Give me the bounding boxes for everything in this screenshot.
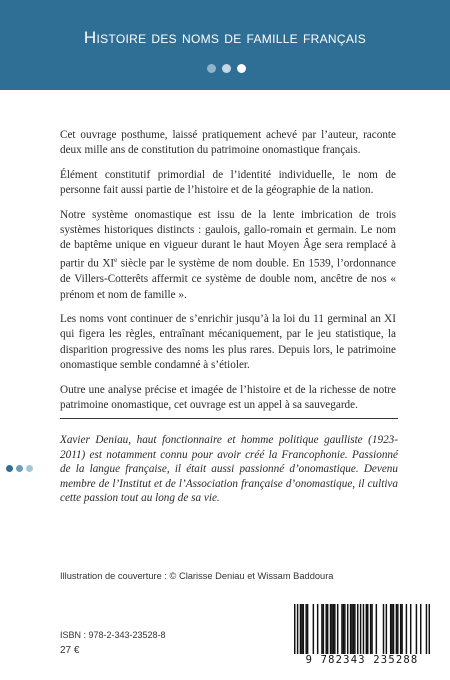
barcode-bar (294, 604, 295, 654)
barcode-bar (297, 604, 298, 654)
summary-paragraph-5: Outre une analyse précise et imagée de l’histoire et de la richesse de notre patrimoine onomastique, cet ouvrage est un appel à sa sauvegarde. (60, 383, 396, 411)
barcode-bar (303, 604, 304, 654)
barcode-bar (371, 604, 372, 654)
barcode-bar (305, 604, 306, 654)
author-bio: Xavier Deniau, haut fonctionnaire et homme politique gaulliste (1923-2011) est notamment connu pour avoir créé la Francophonie. Passionné de la langue française, il était aussi passionné d’onomastique. Devenu membre de l’Institut et de l’Association française d’onomastique, il cultiva cette passion tout au long de sa vie. (60, 434, 398, 505)
barcode-bar (317, 604, 318, 654)
barcode-bar (354, 604, 355, 654)
barcode (288, 602, 436, 668)
barcode-bar (334, 604, 335, 654)
barcode-bar (313, 604, 314, 654)
barcode-bar (406, 604, 407, 654)
barcode-bar (386, 604, 387, 654)
header-banner (0, 0, 450, 90)
barcode-bar (337, 604, 338, 654)
bio-dot-2 (16, 465, 23, 472)
bio-dot-1 (6, 465, 13, 472)
barcode-bar (331, 604, 332, 654)
barcode-bar (300, 604, 301, 654)
barcode-bar (366, 604, 367, 654)
barcode-bar (376, 604, 377, 654)
barcode-bar (397, 604, 398, 654)
header-dot-3 (237, 64, 246, 73)
barcode-bar (325, 604, 326, 654)
barcode-bar (390, 604, 391, 654)
barcode-bar (333, 604, 334, 654)
barcode-bar (343, 604, 344, 654)
barcode-bar (400, 604, 401, 654)
barcode-bar (391, 604, 392, 654)
barcode-bar (321, 604, 322, 654)
barcode-bar (396, 604, 397, 654)
barcode-bar (360, 604, 361, 654)
barcode-bar (357, 604, 358, 654)
barcode-bar (410, 604, 411, 654)
header-dot-1 (207, 64, 216, 73)
barcode-bar (420, 604, 421, 654)
summary-paragraph-2: Élément constitutif primordial de l’identité individuelle, le nom de personne fait aussi partie de l’histoire et de la géographie de la nation. (60, 168, 396, 197)
section-divider (60, 418, 398, 419)
header-dot-2 (222, 64, 231, 73)
price-label: 27 € (60, 645, 80, 656)
barcode-bar (330, 604, 331, 654)
barcode-bar (401, 604, 402, 654)
summary-text (60, 128, 396, 422)
barcode-bar (353, 604, 354, 654)
summary-paragraph-4: Les noms vont continuer de s’enrichir jusqu’à la loi du 11 germinal an XI qui figera les règles, entraînant mécaniquement, par le jeu statistique, la disparition progressive des noms les plus rares. Depuis lors, le patrimoine onomastique semble condamné à s’étioler. (60, 313, 396, 371)
barcode-bar (323, 604, 324, 654)
barcode-bar (429, 604, 430, 654)
barcode-bar (350, 604, 351, 654)
barcode-bar (426, 604, 427, 654)
book-title: Histoire des noms de famille français (83, 28, 367, 47)
barcode-bar (393, 604, 394, 654)
isbn-label: ISBN : 978-2-343-23528-8 (60, 630, 166, 640)
barcode-bar (307, 604, 308, 654)
barcode-bar (370, 604, 371, 654)
barcode-number: 9 782343 235288 (305, 654, 419, 666)
barcode-bar (347, 604, 348, 654)
barcode-bar (363, 604, 364, 654)
barcode-bars (294, 604, 430, 654)
barcode-bar (344, 604, 345, 654)
illustration-credit: Illustration de couverture : © Clarisse Deniau et Wissam Baddoura (60, 571, 334, 581)
summary-paragraph-1: Cet ouvrage posthume, laissé pratiquement achevé par l’auteur, raconte deux mille ans de constitution du patrimoine onomastique français. (60, 129, 396, 157)
barcode-bar (327, 604, 328, 654)
barcode-bar (367, 604, 368, 654)
barcode-bar (301, 604, 302, 654)
summary-paragraph-3: Notre système onomastique est issu de la lente imbrication de trois systèmes historiques distincts : gaulois, gallo-romain et germain. Le nom de baptême unique en vigueur durant le haut Moyen Âge sera remplacé à partir du XIe siècle par le système de nom double. En 1539, l’ordonnance de Villers-Cotterêts affermit ce système de double nom, ancêtre de nos « prénom et nom de famille ». (60, 208, 396, 301)
barcode-bar (383, 604, 384, 654)
barcode-bar (351, 604, 352, 654)
barcode-bar (416, 604, 417, 654)
barcode-bar (341, 604, 342, 654)
bio-dot-3 (26, 465, 33, 472)
